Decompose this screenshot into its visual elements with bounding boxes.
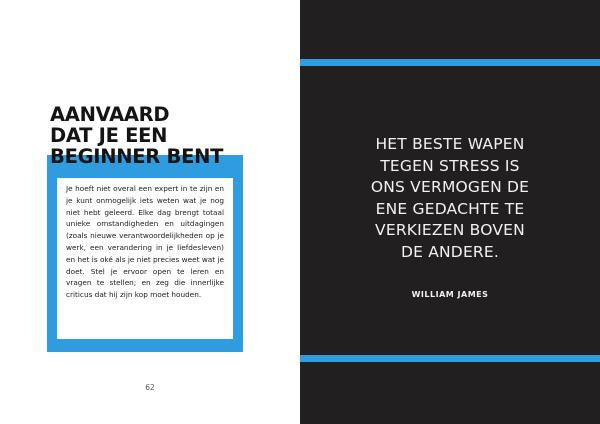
- quote-line-4: ENE GEDACHTE TE: [375, 199, 525, 218]
- text-box: [57, 178, 233, 339]
- heading-line-1: AANVAARD: [50, 103, 170, 126]
- heading-line-3: BEGINNER BENT: [50, 145, 224, 168]
- quote-line-6: DE ANDERE.: [400, 242, 500, 261]
- quote-line-3: ONS VERMOGEN DE: [370, 178, 530, 196]
- quote-line-2: TEGEN STRESS IS: [380, 156, 520, 175]
- section-heading: [50, 104, 250, 167]
- bottom-blue-stripe: [300, 355, 600, 362]
- quote-author: WILLIAM JAMES: [411, 290, 489, 299]
- quote-text: [300, 134, 600, 263]
- quote-line-5: VERKIEZEN BOVEN: [375, 221, 525, 239]
- quote-line-1: HET BESTE WAPEN: [375, 135, 525, 153]
- page-number: 62: [145, 383, 155, 392]
- right-page: [300, 0, 600, 424]
- heading-line-2: DAT JE EEN: [50, 124, 168, 147]
- top-blue-stripe: [300, 59, 600, 66]
- body-paragraph: Je hoeft niet overal een expert in te zijn en je kunt onmogelijk iets weten wat je nog niet hebt geleerd. Elke dag brengt totaal unieke omstandigheden en uitdagingen (zoals nieuwe verantwoordelijkheden op je werk, een verandering in je liefdesleven) en het is oké als je niet precies weet wat je doet. Stel je ervoor open te leren en vragen te stellen; en zeg die innerlijke criticus dat hij zijn kop moet houden.: [66, 184, 224, 300]
